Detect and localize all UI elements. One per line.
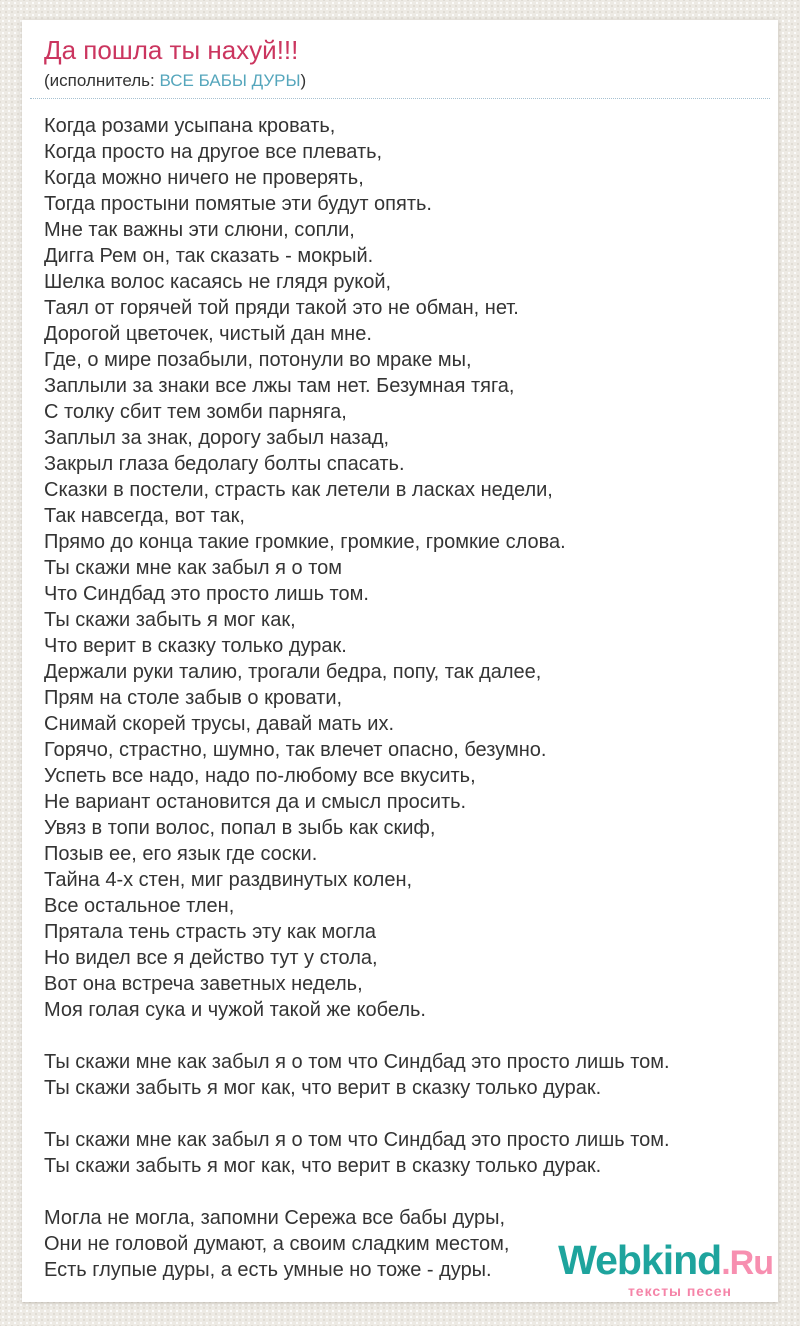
lyric-line: Позыв ее, его язык где соски. — [44, 843, 318, 865]
lyric-line: Дорогой цветочек, чистый дан мне. — [44, 323, 372, 345]
lyric-line: Когда можно ничего не проверять, — [44, 167, 364, 189]
artist-prefix-label: (исполнитель: — [44, 71, 155, 90]
lyric-line: Ты скажи забыть я мог как, что верит в сказку только дурак. — [44, 1077, 602, 1099]
lyric-line: Держали руки талию, трогали бедра, попу, так далее, — [44, 661, 542, 683]
webkind-logo[interactable] — [558, 1237, 773, 1302]
lyric-line: Ты скажи забыть я мог как, что верит в сказку только дурак. — [44, 1155, 602, 1177]
lyric-line: Заплыли за знаки все лжы там нет. Безумная тяга, — [44, 375, 515, 397]
lyric-line: Горячо, страстно, шумно, так влечет опасно, безумно. — [44, 739, 547, 761]
lyric-line: Моя голая сука и чужой такой же кобель. — [44, 999, 426, 1021]
lyric-line: Но видел все я действо тут у стола, — [44, 947, 378, 969]
webkind-wordmark — [558, 1237, 773, 1286]
lyric-line: Тайна 4-х стен, миг раздвинутых колен, — [44, 869, 413, 891]
lyric-line: Прятала тень страсть эту как могла — [44, 921, 376, 943]
lyric-line: Все остальное тлен, — [44, 895, 235, 917]
lyric-line: Что Синдбад это просто лишь том. — [44, 583, 369, 605]
lyric-line: Прямо до конца такие громкие, громкие, громкие слова. — [44, 531, 566, 553]
lyric-line: Увяз в топи волос, попал в зыбь как скиф, — [44, 817, 436, 839]
lyric-line: Ты скажи мне как забыл я о том — [44, 557, 343, 579]
lyric-line: Ты скажи мне как забыл я о том что Синдбад это просто лишь том. — [44, 1051, 670, 1073]
lyrics-text — [22, 99, 778, 1283]
lyric-line: Закрыл глаза бедолагу болты спасать. — [44, 453, 405, 475]
page-title: Да пошла ты нахуй!!! — [44, 35, 299, 65]
lyric-line: Не вариант остановится да и смысл просить. — [44, 791, 467, 813]
lyric-line: Тогда простыни помятые эти будут опять. — [44, 193, 432, 215]
lyric-line: Дигга Рем он, так сказать - мокрый. — [44, 245, 374, 267]
lyric-line: Есть глупые дуры, а есть умные но тоже - дуры. — [44, 1259, 492, 1281]
lyric-line: Прям на столе забыв о кровати, — [44, 687, 343, 709]
lyrics-block — [44, 113, 756, 1023]
lyric-line: Когда розами усыпана кровать, — [44, 115, 336, 137]
lyric-line: Успеть все надо, надо по-любому все вкусить, — [44, 765, 476, 787]
lyric-line: Когда просто на другое все плевать, — [44, 141, 383, 163]
artist-suffix-label: ) — [300, 71, 307, 90]
lyric-line: Ты скажи забыть я мог как, — [44, 609, 296, 631]
lyric-line: Могла не могла, запомни Сережа все бабы дуры, — [44, 1207, 506, 1229]
page-header — [30, 20, 770, 99]
lyric-line: Что верит в сказку только дурак. — [44, 635, 347, 657]
artist-line — [44, 71, 756, 91]
lyrics-block — [44, 1127, 756, 1179]
lyric-line: Таял от горячей той пряди такой это не обман, нет. — [44, 297, 519, 319]
logo-tagline: тексты песен — [627, 1283, 732, 1299]
lyric-line: Так навсегда, вот так, — [44, 505, 245, 527]
lyric-line: Они не головой думают, а своим сладким местом, — [44, 1233, 510, 1255]
lyric-line: Где, о мире позабыли, потонули во мраке мы, — [44, 349, 472, 371]
lyric-line: Шелка волос касаясь не глядя рукой, — [44, 271, 392, 293]
lyric-line: Сказки в постели, страсть как летели в ласках недели, — [44, 479, 553, 501]
lyric-line: С толку сбит тем зомби парняга, — [44, 401, 347, 423]
lyrics-block — [44, 1049, 756, 1101]
lyric-line: Снимай скорей трусы, давай мать их. — [44, 713, 394, 735]
artist-link[interactable]: ВСЕ БАБЫ ДУРЫ — [159, 71, 301, 90]
logo-ru-text: .Ru — [721, 1244, 773, 1282]
lyrics-card — [22, 20, 778, 1302]
lyric-line: Заплыл за знак, дорогу забыл назад, — [44, 427, 390, 449]
lyric-line: Мне так важны эти слюни, сопли, — [44, 219, 355, 241]
lyric-line: Ты скажи мне как забыл я о том что Синдбад это просто лишь том. — [44, 1129, 670, 1151]
lyric-line: Вот она встреча заветных недель, — [44, 973, 363, 995]
logo-webkind-text: Webkind — [558, 1237, 722, 1283]
